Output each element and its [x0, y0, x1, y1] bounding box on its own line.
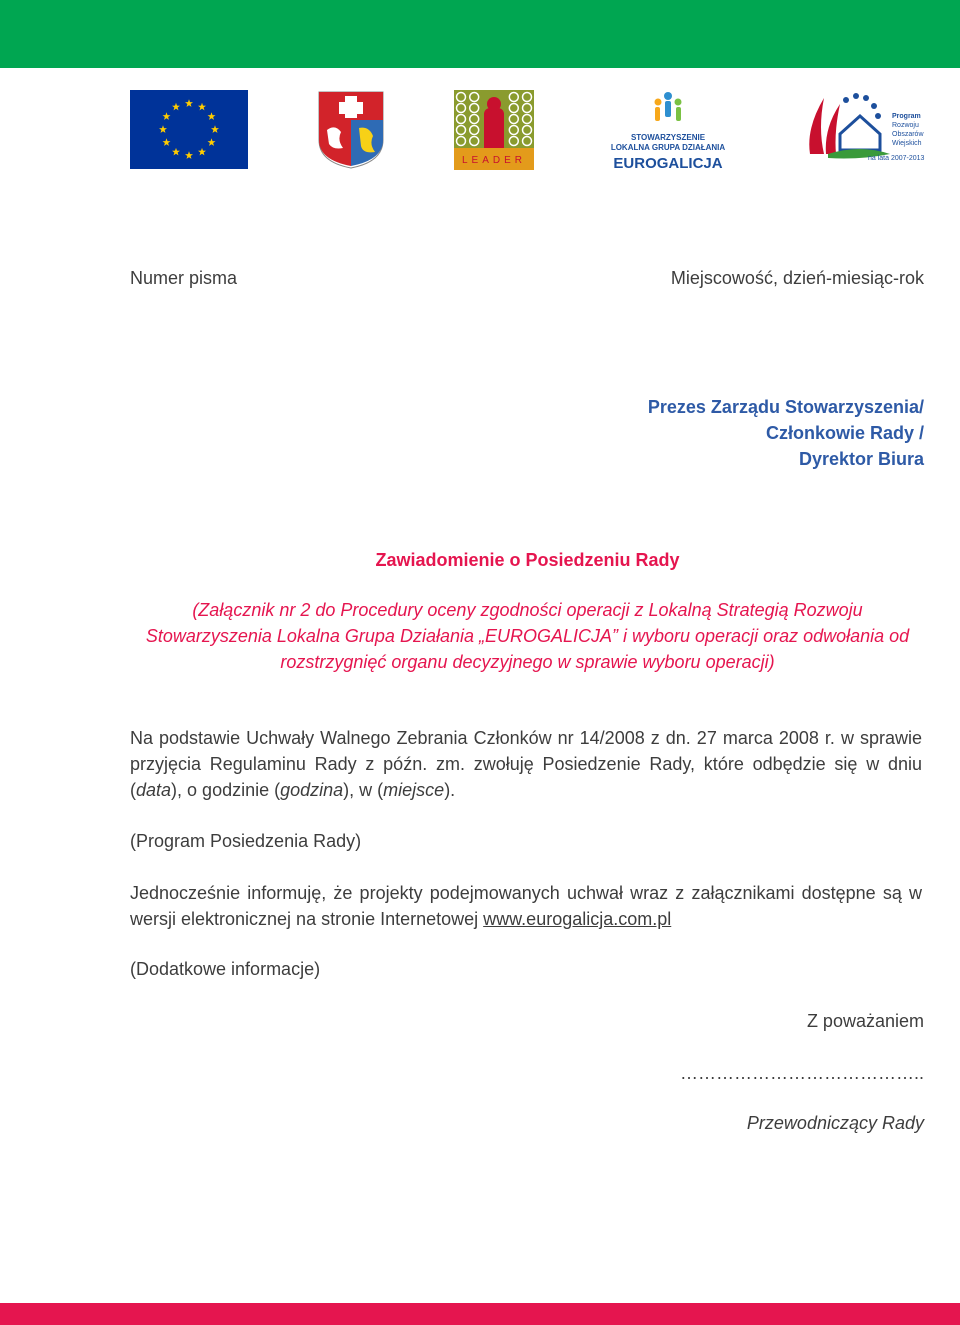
prow-line1: Program	[892, 113, 921, 120]
signature-line: …………………………………..	[679, 1063, 924, 1083]
body-p1-data: data	[136, 780, 172, 800]
letter-title: Zawiadomienie o Posiedzeniu Rady	[375, 550, 680, 570]
prow-years: na lata 2007-2013	[868, 155, 925, 162]
program-placeholder: (Program Posiedzenia Rady)	[130, 831, 362, 851]
body-p1-godzina: godzina	[280, 780, 344, 800]
prow-line3: Obszarów	[892, 131, 924, 138]
prow-line4: Wiejskich	[892, 140, 922, 147]
body-paragraph-2	[130, 880, 922, 932]
leader-logo-text: LEADER	[461, 155, 527, 166]
body-p2-text: Jednocześnie informuję, że projekty podejmowanych uchwał wraz z załącznikami dostępne są w wersji elektronicznej na stronie Internetowej	[130, 883, 922, 929]
coat-of-arms-logo	[317, 90, 385, 170]
eu-flag-logo	[130, 90, 248, 169]
top-color-bar	[0, 0, 960, 68]
recipient-line-2: Członkowie Rady /	[765, 423, 924, 443]
eurogalicja-line2: LOKALNA GRUPA DZIAŁANIA	[610, 143, 726, 152]
recipient-line-1: Prezes Zarządu Stowarzyszenia/	[647, 397, 924, 417]
additional-info-placeholder: (Dodatkowe informacje)	[130, 959, 321, 979]
signer-title: Przewodniczący Rady	[746, 1113, 924, 1133]
letter-place-date: Miejscowość, dzień-miesiąc-rok	[670, 268, 924, 288]
letter-subtitle-1: (Załącznik nr 2 do Procedury oceny zgodności operacji z Lokalną Strategią Rozwoju	[192, 600, 863, 620]
body-p1-text-b: ), o godzinie (	[171, 780, 281, 800]
letter-subtitle-3: rozstrzygnięć organu decyzyjnego w sprawie wyboru operacji)	[280, 652, 775, 672]
body-p1-text-c: ), w (	[343, 780, 384, 800]
prow-logo	[800, 88, 930, 164]
body-p1-text-d: ).	[444, 780, 456, 800]
leader-logo	[454, 90, 534, 170]
body-p1-miejsce: miejsce	[383, 780, 445, 800]
prow-line2: Rozwoju	[892, 122, 919, 129]
website-link[interactable]: www.eurogalicja.com.pl	[483, 909, 672, 929]
body-paragraph-1	[130, 725, 922, 803]
recipient-line-3: Dyrektor Biura	[798, 449, 924, 469]
letter-reference: Numer pisma	[130, 268, 238, 288]
eurogalicja-brand: EUROGALICJA	[613, 155, 723, 172]
closing-text: Z poważaniem	[806, 1011, 924, 1031]
bottom-color-bar	[0, 1303, 960, 1325]
eurogalicja-line1: STOWARZYSZENIE	[630, 133, 706, 142]
body-p1-text-a: Na podstawie Uchwały Walnego Zebrania Członków nr 14/2008 z dn. 27 marca 2008 r. w sprawie przyjęcia Regulaminu Rady z późn. zm. zwołuję Posiedzenie Rady, które odbędzie się w dniu (	[130, 728, 922, 800]
eurogalicja-logo	[604, 88, 732, 172]
letter-subtitle-2: Stowarzyszenia Lokalna Grupa Działania „EUROGALICJA” i wyboru operacji oraz odwołania od	[145, 626, 910, 646]
